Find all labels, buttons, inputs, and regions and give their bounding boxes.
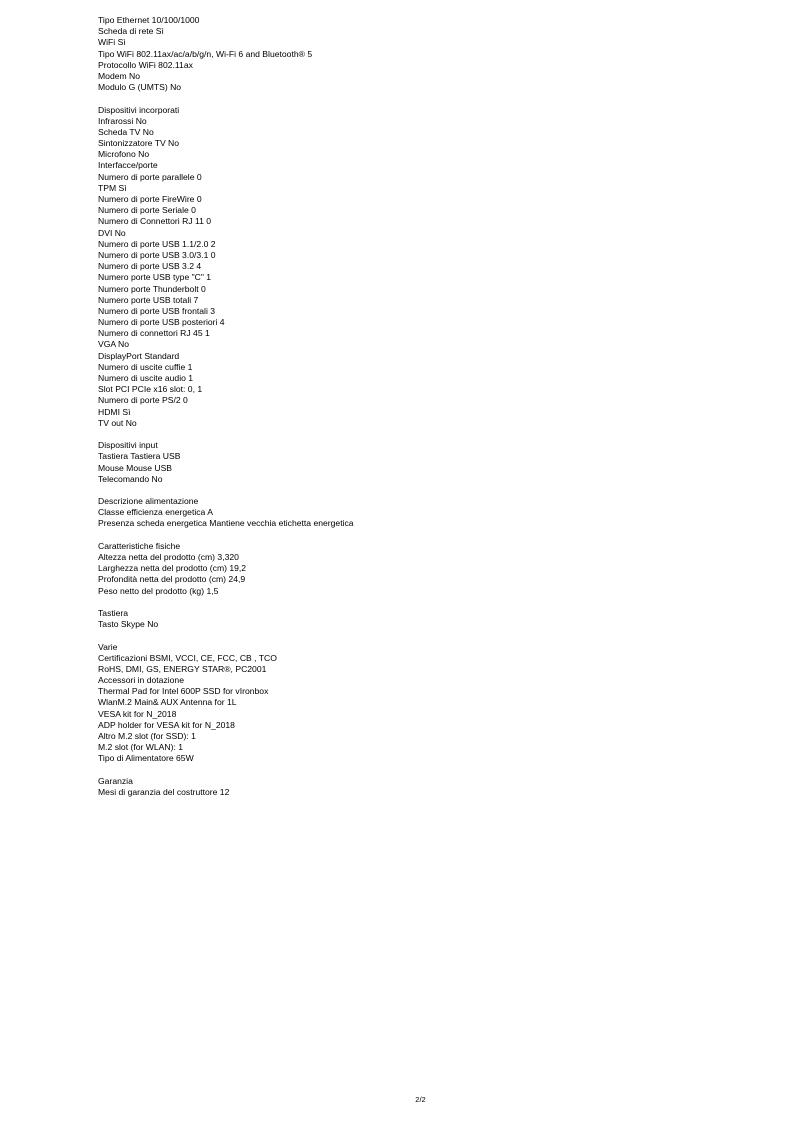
- spec-line: Accessori in dotazione: [98, 675, 184, 686]
- section-line-first: Caratteristiche fisiche: [98, 540, 181, 551]
- spec-line: WlanM.2 Main& AUX Antenna for 1L: [98, 697, 237, 708]
- spec-line: Numero di uscite audio 1: [98, 373, 194, 383]
- page-number: 2/2: [415, 1095, 426, 1104]
- section-line-first: Garanzia: [98, 775, 133, 786]
- spec-line: Numero di porte parallele 0: [98, 171, 202, 182]
- spec-line: Infrarossi No: [98, 115, 147, 126]
- spec-line: Numero di porte PS/2 0: [98, 395, 188, 406]
- spec-line: Larghezza netta del prodotto (cm) 19,2: [98, 563, 247, 574]
- document-body: [98, 15, 758, 798]
- section-tastiera: [98, 608, 758, 630]
- spec-line: Thermal Pad for Intel 600P SSD for vIronbox: [98, 686, 269, 697]
- spec-line: DisplayPort Standard: [98, 350, 180, 361]
- section-rete: [98, 15, 758, 93]
- spec-line: Numero di porte USB 3.0/3.1 0: [98, 249, 216, 260]
- spec-line: Numero porte USB totali 7: [98, 294, 199, 305]
- spec-line: Mouse Mouse USB: [98, 462, 173, 473]
- spec-line: Modulo G (UMTS) No: [98, 82, 182, 93]
- spec-line: Numero di uscite cuffie 1: [98, 361, 193, 372]
- spec-line: Altro M.2 slot (for SSD): 1: [98, 731, 196, 741]
- spec-line: VGA No: [98, 339, 130, 350]
- section-line-first: Tipo Ethernet 10/100/1000: [98, 15, 200, 25]
- spec-line: Peso netto del prodotto (kg) 1,5: [98, 585, 219, 596]
- spec-line: Modem No: [98, 70, 141, 81]
- section-line-first: Tastiera: [98, 607, 129, 618]
- spec-line: Numero di porte FireWire 0: [98, 194, 202, 204]
- spec-line: Tipo WiFi 802.11ax/ac/a/b/g/n, Wi-Fi 6 and Bluetooth® 5: [98, 48, 313, 59]
- spec-line: Slot PCI PCIe x16 slot: 0, 1: [98, 384, 203, 395]
- section-gap: [98, 93, 758, 104]
- spec-line: HDMI Sì: [98, 406, 131, 417]
- spec-line: Numero di porte USB 3.2 4: [98, 261, 202, 272]
- spec-line: Presenza scheda energetica Mantiene vecchia etichetta energetica: [98, 518, 354, 529]
- spec-line: Protocollo WiFi 802.11ax: [98, 59, 193, 70]
- spec-line: M.2 slot (for WLAN): 1: [98, 742, 183, 753]
- section-caratteristiche-fisiche: [98, 541, 758, 597]
- section-garanzia: [98, 776, 758, 798]
- spec-line: RoHS, DMI, GS, ENERGY STAR®, PC2001: [98, 663, 267, 674]
- spec-line: Numero di porte USB 1.1/2.0 2: [98, 238, 216, 249]
- spec-line: Numero di porte USB frontali 3: [98, 305, 216, 316]
- spec-line: Numero di connettori RJ 45 1: [98, 328, 210, 339]
- spec-line: Numero porte Thunderbolt 0: [98, 283, 206, 294]
- section-gap: [98, 485, 758, 496]
- spec-line: Classe efficienza energetica A: [98, 507, 213, 518]
- section-dispositivi-incorporati: [98, 105, 758, 429]
- spec-line: Tasto Skype No: [98, 619, 159, 630]
- section-gap: [98, 530, 758, 541]
- spec-line: Scheda di rete Sì: [98, 26, 164, 37]
- spec-line: Numero di porte Seriale 0: [98, 205, 196, 216]
- spec-line: Telecomando No: [98, 473, 163, 484]
- section-varie: [98, 642, 758, 765]
- spec-line: TPM Sì: [98, 182, 127, 193]
- spec-line: Tipo di Alimentatore 65W: [98, 753, 194, 764]
- spec-line: Interfacce/porte: [98, 160, 158, 171]
- spec-line: Scheda TV No: [98, 126, 154, 137]
- spec-line: Certificazioni BSMI, VCCI, CE, FCC, CB , TCO: [98, 652, 277, 663]
- spec-line: Tastiera Tastiera USB: [98, 451, 181, 462]
- spec-line: Numero di Connettori RJ 11 0: [98, 216, 212, 227]
- section-alimentazione: [98, 496, 758, 530]
- section-gap: [98, 630, 758, 641]
- section-line-first: Dispositivi input: [98, 440, 158, 451]
- spec-line: TV out No: [98, 417, 137, 428]
- section-gap: [98, 597, 758, 608]
- section-gap: [98, 429, 758, 440]
- spec-line: Mesi di garanzia del costruttore 12: [98, 786, 230, 797]
- section-line-first: Varie: [98, 641, 118, 652]
- spec-line: Altezza netta del prodotto (cm) 3,320: [98, 552, 239, 562]
- spec-line: Microfono No: [98, 149, 150, 160]
- spec-line: Numero di porte USB posteriori 4: [98, 317, 225, 328]
- section-line-first: Dispositivi incorporati: [98, 104, 180, 115]
- section-gap: [98, 765, 758, 776]
- spec-line: WiFi Sì: [98, 37, 126, 48]
- section-dispositivi-input: [98, 440, 758, 485]
- spec-line: Profondità netta del prodotto (cm) 24,9: [98, 574, 246, 585]
- section-line-first: Descrizione alimentazione: [98, 496, 199, 507]
- spec-line: Sintonizzatore TV No: [98, 138, 180, 149]
- spec-line: ADP holder for VESA kit for N_2018: [98, 719, 235, 730]
- spec-line: Numero porte USB type "C" 1: [98, 272, 212, 283]
- spec-line: DVI No: [98, 227, 126, 238]
- spec-line: VESA kit for N_2018: [98, 708, 177, 719]
